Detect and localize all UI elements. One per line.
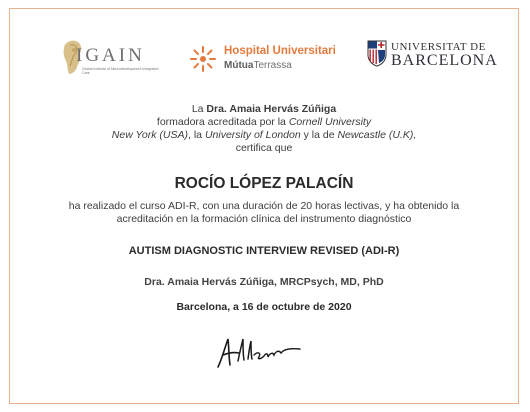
issuer-prefix: La	[191, 103, 207, 115]
hospital-sunburst-icon	[188, 44, 218, 74]
handwritten-signature	[212, 331, 308, 371]
issuer-name: Dra. Amaia Hervás Zúñiga	[206, 103, 337, 115]
hospital-name-line1: Hospital Universitari	[224, 45, 336, 57]
logo-row	[10, 39, 518, 79]
recipient-name: ROCÍO LÓPEZ PALACÍN	[174, 175, 354, 192]
igain-wordmark: IGAIN	[76, 45, 145, 66]
hospital-name-terrassa: Terrassa	[253, 60, 292, 71]
igain-subtitle: Global Institute of Neurodevelopment Integrated Care	[82, 67, 159, 76]
accreditation-line-2	[10, 129, 518, 141]
hospital-name-line2	[224, 60, 292, 71]
accreditation-cornell: Cornell University	[288, 116, 372, 128]
accreditation-1-prefix: formadora acreditada por la	[156, 116, 289, 128]
university-name-line1: UNIVERSITAT DE	[391, 41, 486, 53]
signer-name: Dra. Amaia Hervás Zúñiga, MRCPsych, MD, PhD	[144, 276, 384, 288]
certificate-frame	[9, 8, 519, 404]
igain-logo	[60, 39, 170, 79]
accreditation-london: University of London	[204, 129, 301, 141]
certifies-that: certifica que	[235, 142, 293, 154]
course-title: AUTISM DIAGNOSTIC INTERVIEW REVISED (ADI-R)	[128, 245, 400, 257]
hospital-name-mutua: Mútua	[224, 60, 254, 71]
accreditation-2-sep1: , la	[188, 129, 205, 141]
place-date: Barcelona, a 16 de octubre de 2020	[176, 301, 352, 313]
accreditation-line-1	[10, 116, 518, 128]
university-name-line2: BARCELONA	[391, 52, 498, 69]
accreditation-newcastle: Newcastle (U.K),	[337, 129, 417, 141]
issuer-line	[10, 103, 518, 115]
hospital-logo	[188, 41, 358, 77]
accreditation-2-sep2: y la de	[300, 129, 338, 141]
body-line-1: ha realizado el curso ADI-R, con una duración de 20 horas lectivas, y ha obtenido la	[68, 200, 460, 212]
university-logo	[367, 39, 498, 79]
body-line-2: acreditación en la formación clínica del instrumento diagnóstico	[116, 213, 412, 225]
university-shield-icon	[367, 40, 387, 67]
accreditation-new-york: New York (USA)	[111, 129, 189, 141]
